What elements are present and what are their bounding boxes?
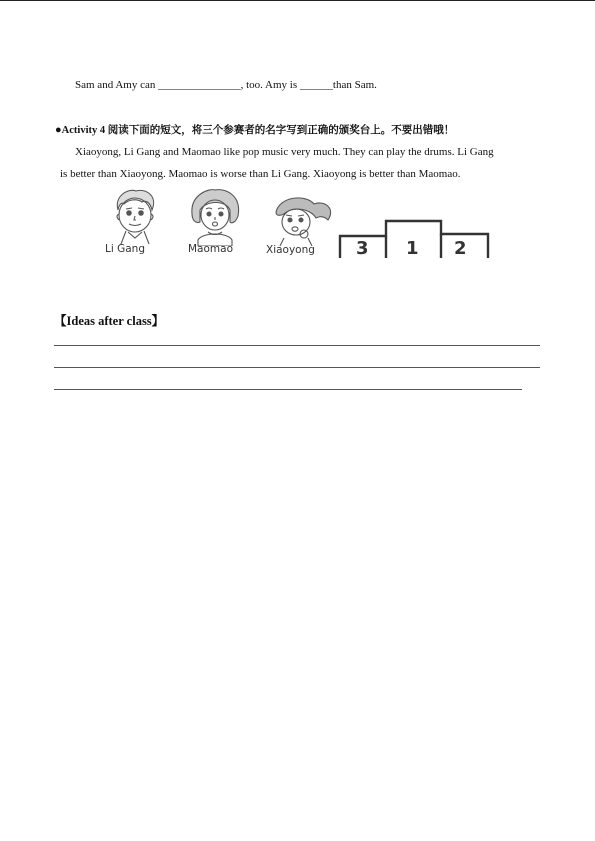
sentence-text-2: , too. Amy is [240, 79, 300, 91]
character-name-xiaoyong: Xiaoyong [266, 244, 315, 256]
li-gang-illustration [106, 188, 162, 244]
podium-third-place[interactable]: 3 [356, 238, 369, 259]
writing-line-3[interactable] [54, 389, 522, 390]
answer-blank-1[interactable]: _______________ [158, 79, 241, 91]
passage-line-2: is better than Xiaoyong. Maomao is worse than Li Gang. Xiaoyong is better than Maomao. [60, 168, 461, 180]
podium-first-place[interactable]: 1 [406, 238, 419, 259]
maomao-illustration [186, 188, 244, 246]
top-border [0, 0, 595, 1]
answer-blank-2[interactable]: ______ [299, 79, 333, 91]
passage-line-1: Xiaoyong, Li Gang and Maomao like pop music very much. They can play the drums. Li Gang [75, 146, 494, 158]
sentence-text-3: than Sam. [332, 79, 377, 91]
character-name-maomao: Maomao [188, 243, 234, 255]
writing-line-1[interactable] [54, 345, 540, 346]
activity-label: Activity 4 [61, 125, 106, 136]
xiaoyong-illustration [270, 194, 336, 246]
bullet-icon: ● [55, 124, 62, 136]
ideas-after-class-title: 【Ideas after class】 [54, 314, 165, 328]
podium-figure [100, 186, 495, 264]
activity-instruction: 阅读下面的短文，将三个参赛者的名字写到正确的颁奖台上。不要出错哦！ [105, 125, 455, 136]
podium-second-place[interactable]: 2 [454, 238, 467, 259]
activity-heading [55, 122, 454, 137]
fill-in-sentence [75, 79, 377, 91]
character-name-li-gang: Li Gang [105, 243, 145, 255]
sentence-text-1: Sam and Amy can [75, 79, 159, 91]
writing-line-2[interactable] [54, 367, 540, 368]
